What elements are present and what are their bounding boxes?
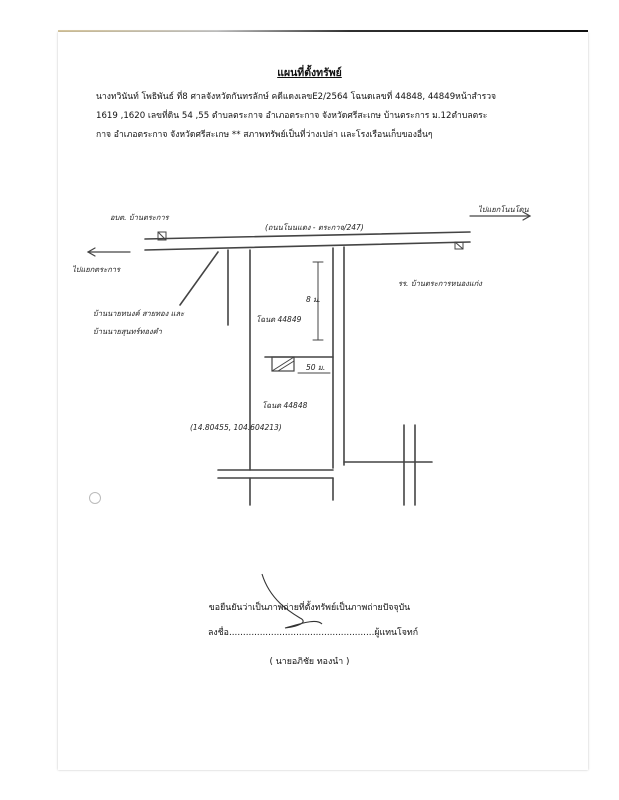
description-line: นางทวินันท์ โพธิพันธ์ ที่8 ศาลจังหวัดกันทรลักษ์ คดีแดงเลขE2/2564 โฉนดเลขที่ 44848, 44849หน้าสำรวจ [96, 92, 497, 102]
signer-name: ( นายอภิชัย ทองนำ ) [269, 657, 350, 667]
main-road-top-edge [145, 232, 470, 239]
diagonal-road [180, 252, 218, 305]
signature-line [208, 625, 418, 639]
punch-hole-mark [89, 492, 101, 504]
map-label-left-direction: ไปแยกตระการ [72, 265, 121, 274]
map-label-road: (ถนนโนนแดง - ตระกาจ/247) [265, 223, 364, 232]
description-line: กาจ อำเภอตระกาจ จังหวัดศรีสะเกษ ** สภาพทรัพย์เป็นที่ว่างเปล่า และโรงเรือนเก็บของอื่นๆ [96, 130, 433, 140]
confirmation-statement: ขอยืนยันว่าเป็นภาพถ่ายที่ตั้งทรัพย์เป็นภาพถ่ายปัจจุบัน [208, 603, 411, 613]
map-label-house: บ้านนายทนงค์ สายทอง และ [93, 309, 185, 318]
document-title: แผนที่ตั้งทรัพย์ [277, 67, 342, 79]
map-label-right-direction: ไปแยกโนนโดน [478, 205, 529, 214]
map-label-school: รร. บ้านตระการหนองแก่ง [398, 279, 482, 288]
description-line: 1619 ,1620 เลขที่ดิน 54 ,55 ตำบลตระกาจ อำเภอตระกาจ จังหวัดศรีสะเกษ บ้านตระการ ม.12ตำบลตระ [96, 111, 488, 121]
map-label-width: 50 ม. [306, 363, 326, 372]
map-label-coordinates: (14.80455, 104.604213) [190, 423, 282, 432]
sign-dots: .................................................... [228, 628, 375, 638]
map-label-deed-lower: โฉนด 44848 [262, 401, 308, 410]
sign-role: ผู้แทนโจทก์ [374, 628, 419, 638]
map-label-office: อบต. บ้านตระการ [110, 213, 169, 222]
main-road-bottom-edge [145, 242, 470, 250]
map-label-deed-upper: โฉนด 44849 [256, 315, 302, 324]
map-label-house-2: บ้านนายสุนทร์ทองคำ [93, 327, 162, 336]
sign-prefix: ลงชื่อ [208, 628, 229, 638]
map-label-distance: 8 ม. [306, 295, 321, 304]
